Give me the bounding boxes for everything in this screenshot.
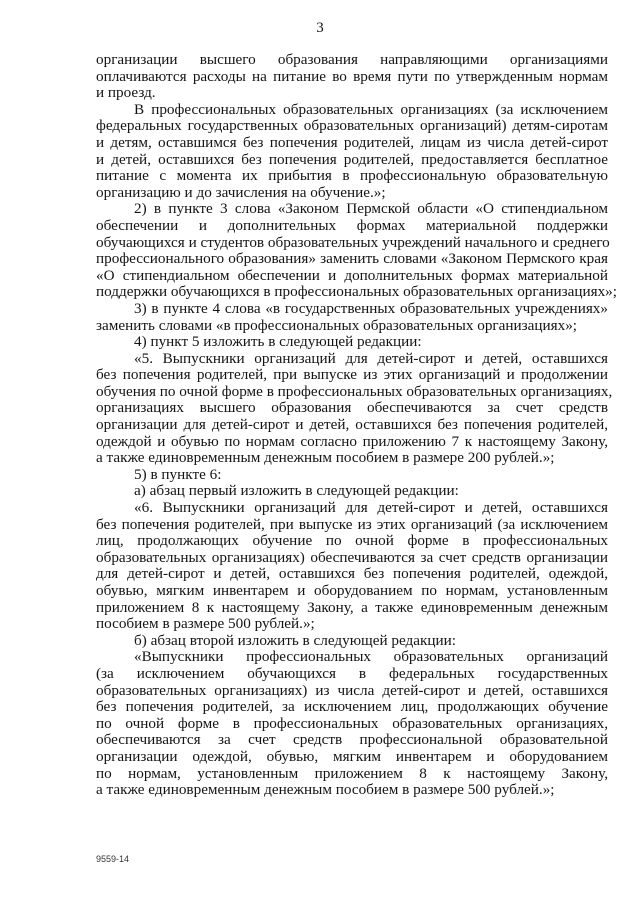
text-line: «5. Выпускники организаций для детей-сирот и детей, оставшихся: [134, 349, 608, 367]
text-line: обеспечении и дополнительных формах материальной поддержки: [96, 216, 608, 234]
text-line: без попечения родителей, при выпуске из этих организаций и продолжении: [96, 366, 608, 384]
text-line: образовательных организациях) обеспечиваются за счет средств организации: [96, 548, 608, 566]
text-line: по очной форме в профессиональных образовательных организациях,: [96, 714, 608, 732]
text-line: «Выпускники профессиональных образовательных организаций: [134, 648, 608, 666]
text-line: приложением 8 к настоящему Закону, а также единовременным денежным: [96, 598, 608, 616]
text-line: 3) в пункте 4 слова «в государственных образовательных учреждениях»: [134, 299, 608, 317]
text-line: организации для детей-сирот и детей, оставшихся без попечения родителей,: [96, 416, 608, 434]
text-line: «О стипендиальном обеспечении и дополнительных формах материальной: [96, 266, 608, 284]
text-line: питание с момента их прибытия в профессиональную образовательную: [96, 167, 608, 185]
text-line: (за исключением обучающихся в федеральных государственных: [96, 664, 608, 682]
text-line: лиц, продолжающих обучение по очной форме в профессиональных: [96, 532, 608, 550]
text-line: и детям, оставшимся без попечения родителей, лицам из числа детей-сирот: [96, 133, 608, 151]
text-line: а также единовременным денежным пособием в размере 500 рублей.»;: [96, 781, 555, 799]
text-line: В профессиональных образовательных организациях (за исключением: [134, 100, 608, 118]
text-line: профессионального образования» заменить словами «Законом Пермского края: [96, 250, 608, 268]
text-line: а также единовременным денежным пособием в размере 200 рублей.»;: [96, 449, 555, 467]
text-line: по нормам, установленным приложением 8 к настоящему Закону,: [96, 764, 608, 782]
text-line: «6. Выпускники организаций для детей-сирот и детей, оставшихся: [134, 499, 608, 517]
text-line: заменить словами «в профессиональных образовательных организациях»;: [96, 316, 578, 334]
document-body: [96, 51, 617, 799]
text-line: обучающихся и студентов образовательных учреждений начального и среднего: [96, 233, 610, 251]
text-line: одеждой и обувью по нормам согласно приложению 7 к настоящему Закону,: [96, 432, 608, 450]
text-line: организациях высшего образования обеспечиваются за счет средств: [96, 399, 608, 417]
text-line: обувью, мягким инвентарем и оборудованием по нормам, установленным: [96, 582, 608, 599]
text-line: оплачиваются расходы на питание во время пути по утвержденным нормам: [96, 67, 608, 85]
text-line: без попечения родителей, при выпуске из этих организаций (за исключением: [96, 515, 608, 533]
text-line: а) абзац первый изложить в следующей редакции:: [134, 482, 459, 500]
text-line: пособием в размере 500 рублей.»;: [96, 615, 315, 633]
document-code: 9559-14: [96, 854, 130, 864]
text-line: и проезд.: [96, 84, 156, 102]
text-line: организации одеждой, обувью, мягким инвентарем и оборудованием: [96, 747, 608, 765]
text-line: и детей, оставшихся без попечения родителей, предоставляется бесплатное: [96, 150, 608, 168]
text-line: федеральных государственных образовательных организаций) детям-сиротам: [96, 117, 608, 135]
text-line: образовательных организациях) из числа детей-сирот и детей, оставшихся: [96, 681, 608, 699]
text-line: 4) пункт 5 изложить в следующей редакции:: [134, 333, 422, 351]
text-line: обеспечиваются за счет средств профессиональной образовательной: [96, 731, 608, 749]
text-line: для детей-сирот и детей, оставшихся без попечения родителей, одеждой,: [96, 565, 608, 583]
text-line: поддержки обучающихся в профессиональных образовательных организациях»;: [96, 283, 617, 301]
text-line: организации высшего образования направляющими организациями: [96, 51, 608, 68]
text-line: обучения по очной форме в профессиональных образовательных организациях,: [96, 382, 613, 400]
text-line: 5) в пункте 6:: [134, 465, 222, 483]
page-number: 3: [316, 20, 324, 36]
text-line: 2) в пункте 3 слова «Законом Пермской области «О стипендиальном: [134, 200, 608, 218]
text-line: организацию и до зачисления на обучение.»;: [96, 183, 386, 201]
text-line: без попечения родителей, за исключением лиц, продолжающих обучение: [96, 698, 608, 716]
text-line: б) абзац второй изложить в следующей редакции:: [134, 631, 456, 649]
